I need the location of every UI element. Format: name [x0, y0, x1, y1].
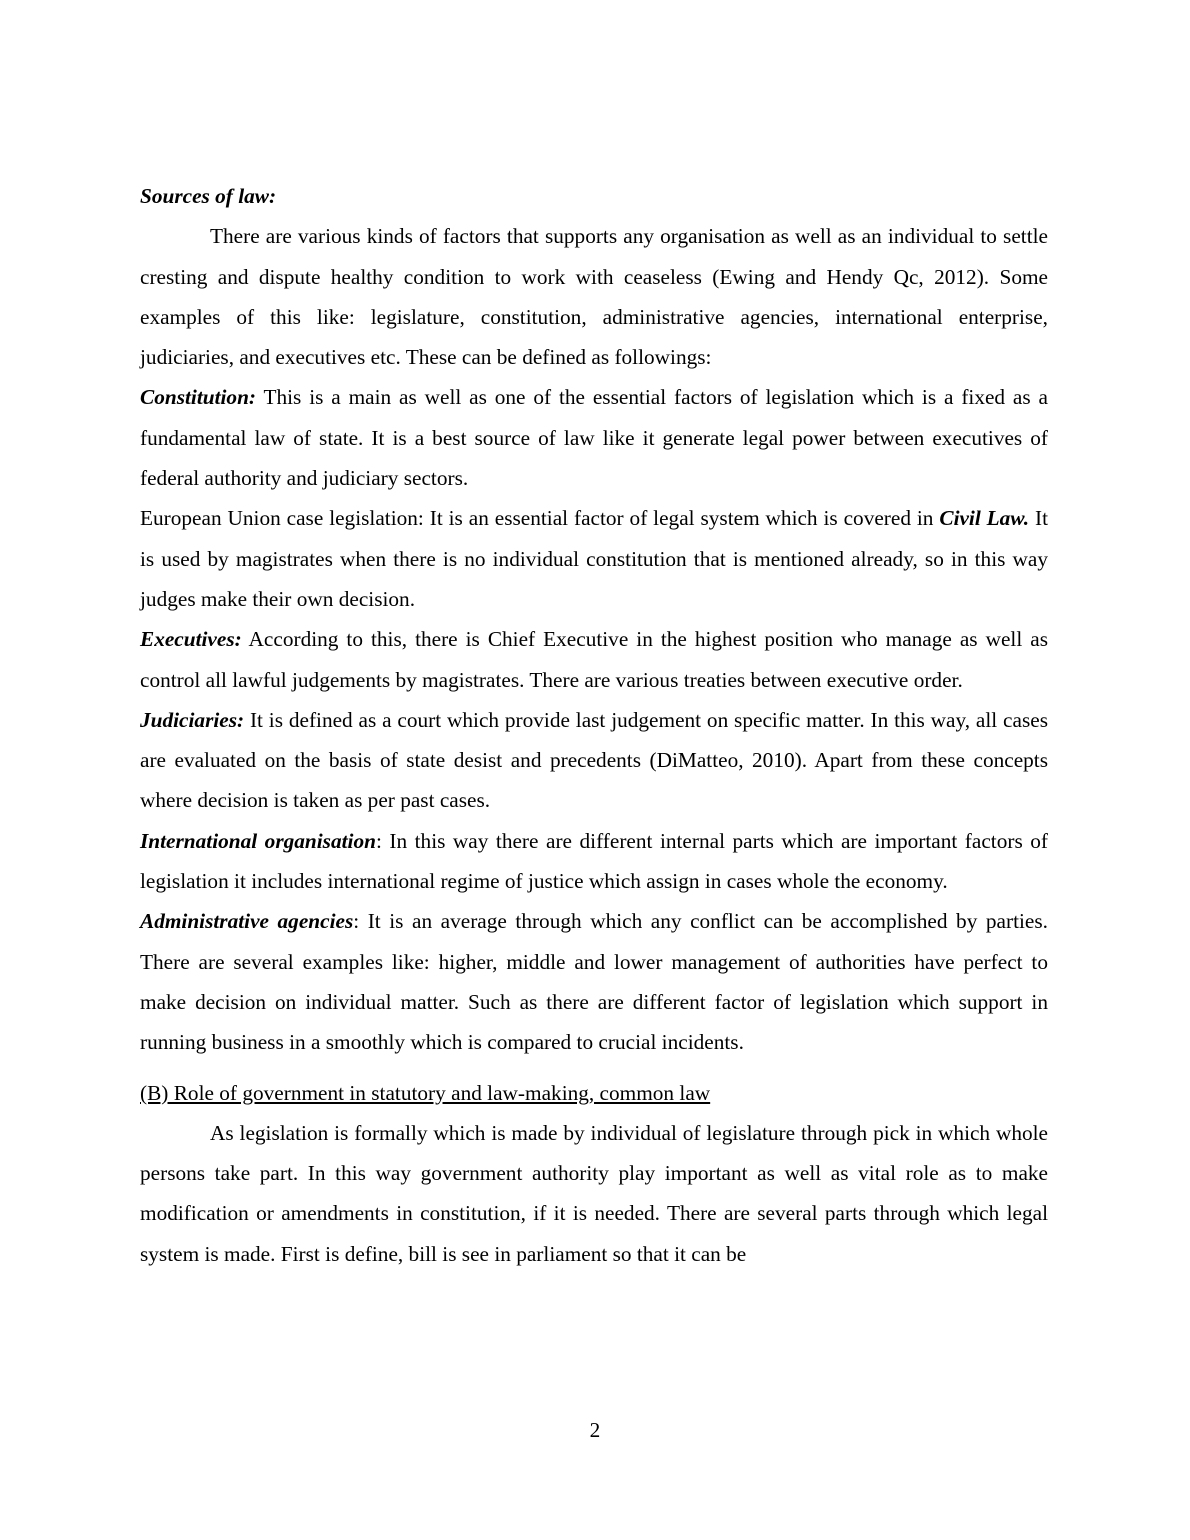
document-page	[140, 176, 1048, 1274]
section-b-paragraph: As legislation is formally which is made by individual of legislature through pick in which whole persons take part. In this way government authority play important as well as vital role as to make modification or amendments in constitution, if it is needed. There are several parts through which legal system is made. First is define, bill is see in parliament so that it can be	[140, 1120, 1048, 1266]
judiciaries-paragraph	[140, 700, 1048, 821]
term-executives: Executives:	[140, 627, 242, 652]
international-text: : In this way there are different internal parts which are important factors of legislation it includes international regime of justice which assign in cases whole the economy.	[140, 828, 1048, 894]
civil-law-text: It is used by magistrates when there is no individual constitution that is mentioned already, so in this way judges make their own decision.	[140, 506, 1048, 611]
constitution-text: This is a main as well as one of the essential factors of legislation which is a fixed as a fundamental law of state. It is a best source of law like it generate legal power between executives of federal authority and judiciary sectors.	[140, 385, 1048, 491]
section-heading: Sources of law:	[140, 184, 277, 208]
international-paragraph	[140, 821, 1048, 902]
constitution-paragraph	[140, 377, 1048, 498]
administrative-text: : It is an average through which any conflict can be accomplished by parties. There are several examples like: higher, middle and lower management of authorities have perfect to make decision on individual matter. Such as there are different factor of legislation which support in running business in a smoothly which is compared to crucial incidents.	[140, 909, 1048, 1055]
executives-text: According to this, there is Chief Executive in the highest position who manage as well as control all lawful judgements by magistrates. There are various treaties between executive order.	[140, 627, 1048, 692]
term-international-organisation: International organisation	[140, 828, 376, 853]
civil-law-paragraph	[140, 498, 1048, 619]
executives-paragraph	[140, 619, 1048, 700]
term-constitution: Constitution:	[140, 385, 256, 410]
judiciaries-text: It is defined as a court which provide last judgement on specific matter. In this way, all cases are evaluated on the basis of state desist and precedents (DiMatteo, 2010). Apart from these concepts where decision is taken as per past cases.	[140, 707, 1048, 813]
term-administrative-agencies: Administrative agencies	[140, 909, 354, 934]
civil-law-lead: European Union case legislation: It is an essential factor of legal system which is covered in	[140, 506, 940, 531]
section-b-title: (B) Role of government in statutory and law-making, common law	[140, 1080, 711, 1105]
intro-paragraph: There are various kinds of factors that supports any organisation as well as an individual to settle cresting and dispute healthy condition to work with ceaseless (Ewing and Hendy Qc, 2012). Some examples of this like: legislature, constitution, administrative agencies, international enterprise, judiciaries, and executives etc. These can be defined as followings:	[140, 224, 1048, 370]
page-number: 2	[589, 1418, 601, 1442]
term-judiciaries: Judiciaries:	[140, 707, 245, 732]
administrative-paragraph	[140, 901, 1048, 1062]
term-civil-law: Civil Law.	[939, 506, 1030, 531]
